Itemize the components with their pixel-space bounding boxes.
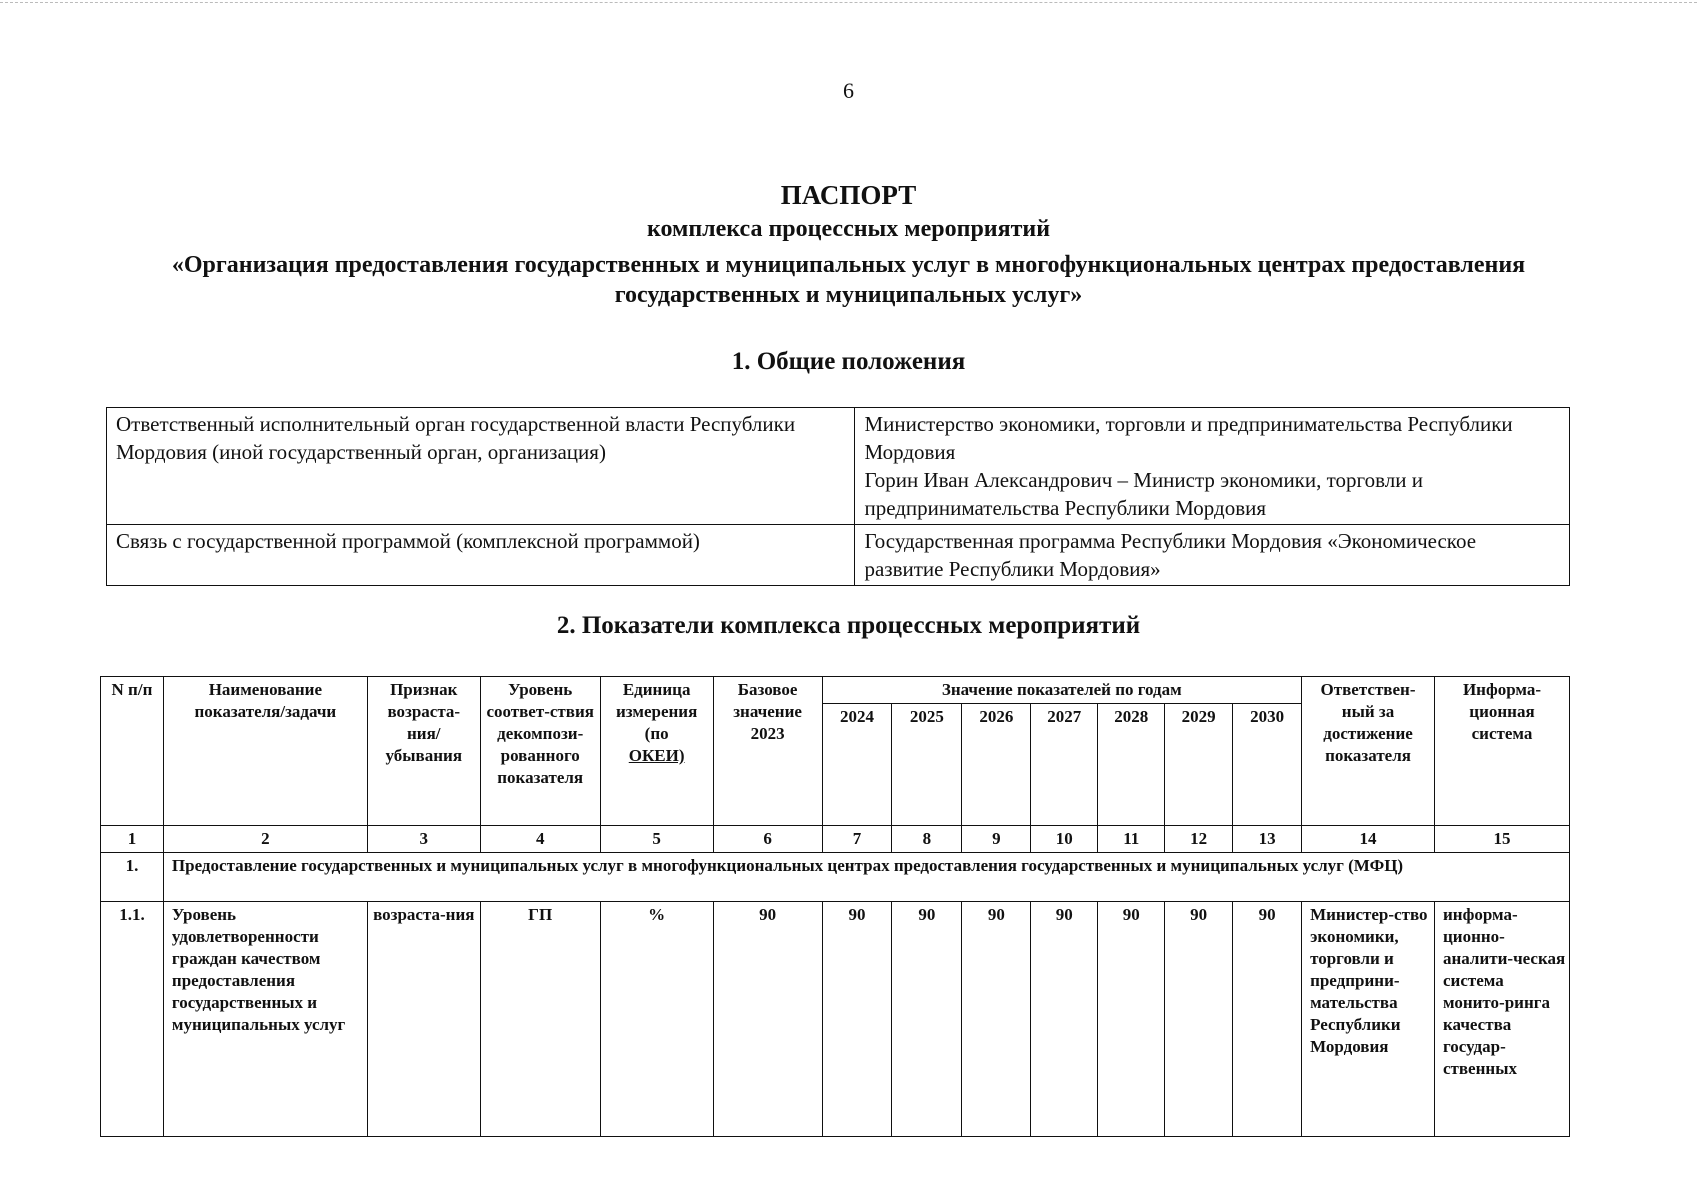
section1-heading: 1. Общие положения [731, 348, 966, 375]
unit-header-text: Единица измерения (по [615, 680, 698, 743]
value-2025: 90 [892, 902, 962, 1137]
responsible-body-label: Ответственный исполнительный орган государственной власти Республики Мордовия (иной государственный орган, организация) [107, 408, 855, 525]
page-number: 6 [843, 78, 854, 103]
task-text: Предоставление государственных и муниципальных услуг в многофункциональных центрах предоставления государственных и муниципальных услуг (МФЦ) [163, 853, 1569, 902]
year-2030-header: 2030 [1233, 704, 1302, 826]
year-2028-header: 2028 [1098, 704, 1165, 826]
year-2024-header: 2024 [822, 704, 892, 826]
indicator-name: Уровень удовлетворенности граждан качеством предоставления государственных и муниципальных услуг [163, 902, 367, 1137]
column-number: 10 [1031, 826, 1098, 853]
column-number: 13 [1233, 826, 1302, 853]
general-provisions-table [106, 407, 1570, 586]
col-sign-header: Признак возраста-ния/ убывания [367, 677, 480, 826]
column-number: 9 [962, 826, 1031, 853]
col-base-header: Базовое значение 2023 [713, 677, 822, 826]
program-link-value: Государственная программа Республики Мордовия «Экономическое развитие Республики Мордовия» [855, 525, 1570, 586]
column-number: 3 [367, 826, 480, 853]
value-2026: 90 [962, 902, 1031, 1137]
col-num-header: N п/п [101, 677, 164, 826]
program-link-label: Связь с государственной программой (комплексной программой) [107, 525, 855, 586]
indicator-row [101, 902, 1570, 1137]
column-number: 11 [1098, 826, 1165, 853]
col-unit-header [600, 677, 713, 826]
column-number: 4 [480, 826, 600, 853]
column-number-row [101, 826, 1570, 853]
header-row [101, 677, 1570, 704]
year-2026-header: 2026 [962, 704, 1031, 826]
doc-program-name: «Организация предоставления государственных и муниципальных услуг в многофункциональных центрах предоставления государственных и муниципальных услуг» [171, 252, 1526, 308]
column-number: 5 [600, 826, 713, 853]
column-number: 1 [101, 826, 164, 853]
value-2024: 90 [822, 902, 892, 1137]
section2-heading: 2. Показатели комплекса процессных мероприятий [556, 612, 1141, 639]
indicators-table [100, 676, 1570, 1137]
column-number: 15 [1434, 826, 1569, 853]
value-2027: 90 [1031, 902, 1098, 1137]
doc-title: ПАСПОРТ [780, 180, 917, 210]
indicator-level: ГП [480, 902, 600, 1137]
ministry-name: Министерство экономики, торговли и предпринимательства Республики Мордовия [864, 412, 1513, 464]
task-num: 1. [101, 853, 164, 902]
value-2029: 90 [1165, 902, 1233, 1137]
col-name-header: Наименование показателя/задачи [163, 677, 367, 826]
okei-link[interactable]: ОКЕИ) [628, 746, 685, 765]
year-2029-header: 2029 [1165, 704, 1233, 826]
indicator-base: 90 [713, 902, 822, 1137]
indicator-sign: возраста-ния [367, 902, 480, 1137]
col-info-system-header: Информа-ционная система [1434, 677, 1569, 826]
col-responsible-header: Ответствен-ный за достижение показателя [1302, 677, 1435, 826]
doc-subtitle: комплекса процессных мероприятий [646, 216, 1051, 242]
year-2025-header: 2025 [892, 704, 962, 826]
column-number: 12 [1165, 826, 1233, 853]
value-2030: 90 [1233, 902, 1302, 1137]
responsible-body-value [855, 408, 1570, 525]
col-level-header: Уровень соответ-ствия декомпози-рованного показателя [480, 677, 600, 826]
value-2028: 90 [1098, 902, 1165, 1137]
years-group-header: Значение показателей по годам [822, 677, 1302, 704]
column-number: 6 [713, 826, 822, 853]
scan-top-edge [0, 2, 1697, 3]
indicator-unit: % [600, 902, 713, 1137]
column-number: 2 [163, 826, 367, 853]
indicator-num: 1.1. [101, 902, 164, 1137]
task-row [101, 853, 1570, 902]
table-row [107, 525, 1570, 586]
indicator-info-system: информа-ционно-аналити-ческая система монито-ринга качества государ-ственных [1434, 902, 1569, 1137]
indicator-responsible: Министер-ство экономики, торговли и предприни-мательства Республики Мордовия [1302, 902, 1435, 1137]
minister-name: Горин Иван Александрович – Министр экономики, торговли и предпринимательства Республики Мордовия [864, 468, 1423, 520]
table-row [107, 408, 1570, 525]
column-number: 8 [892, 826, 962, 853]
year-2027-header: 2027 [1031, 704, 1098, 826]
column-number: 14 [1302, 826, 1435, 853]
column-number: 7 [822, 826, 892, 853]
